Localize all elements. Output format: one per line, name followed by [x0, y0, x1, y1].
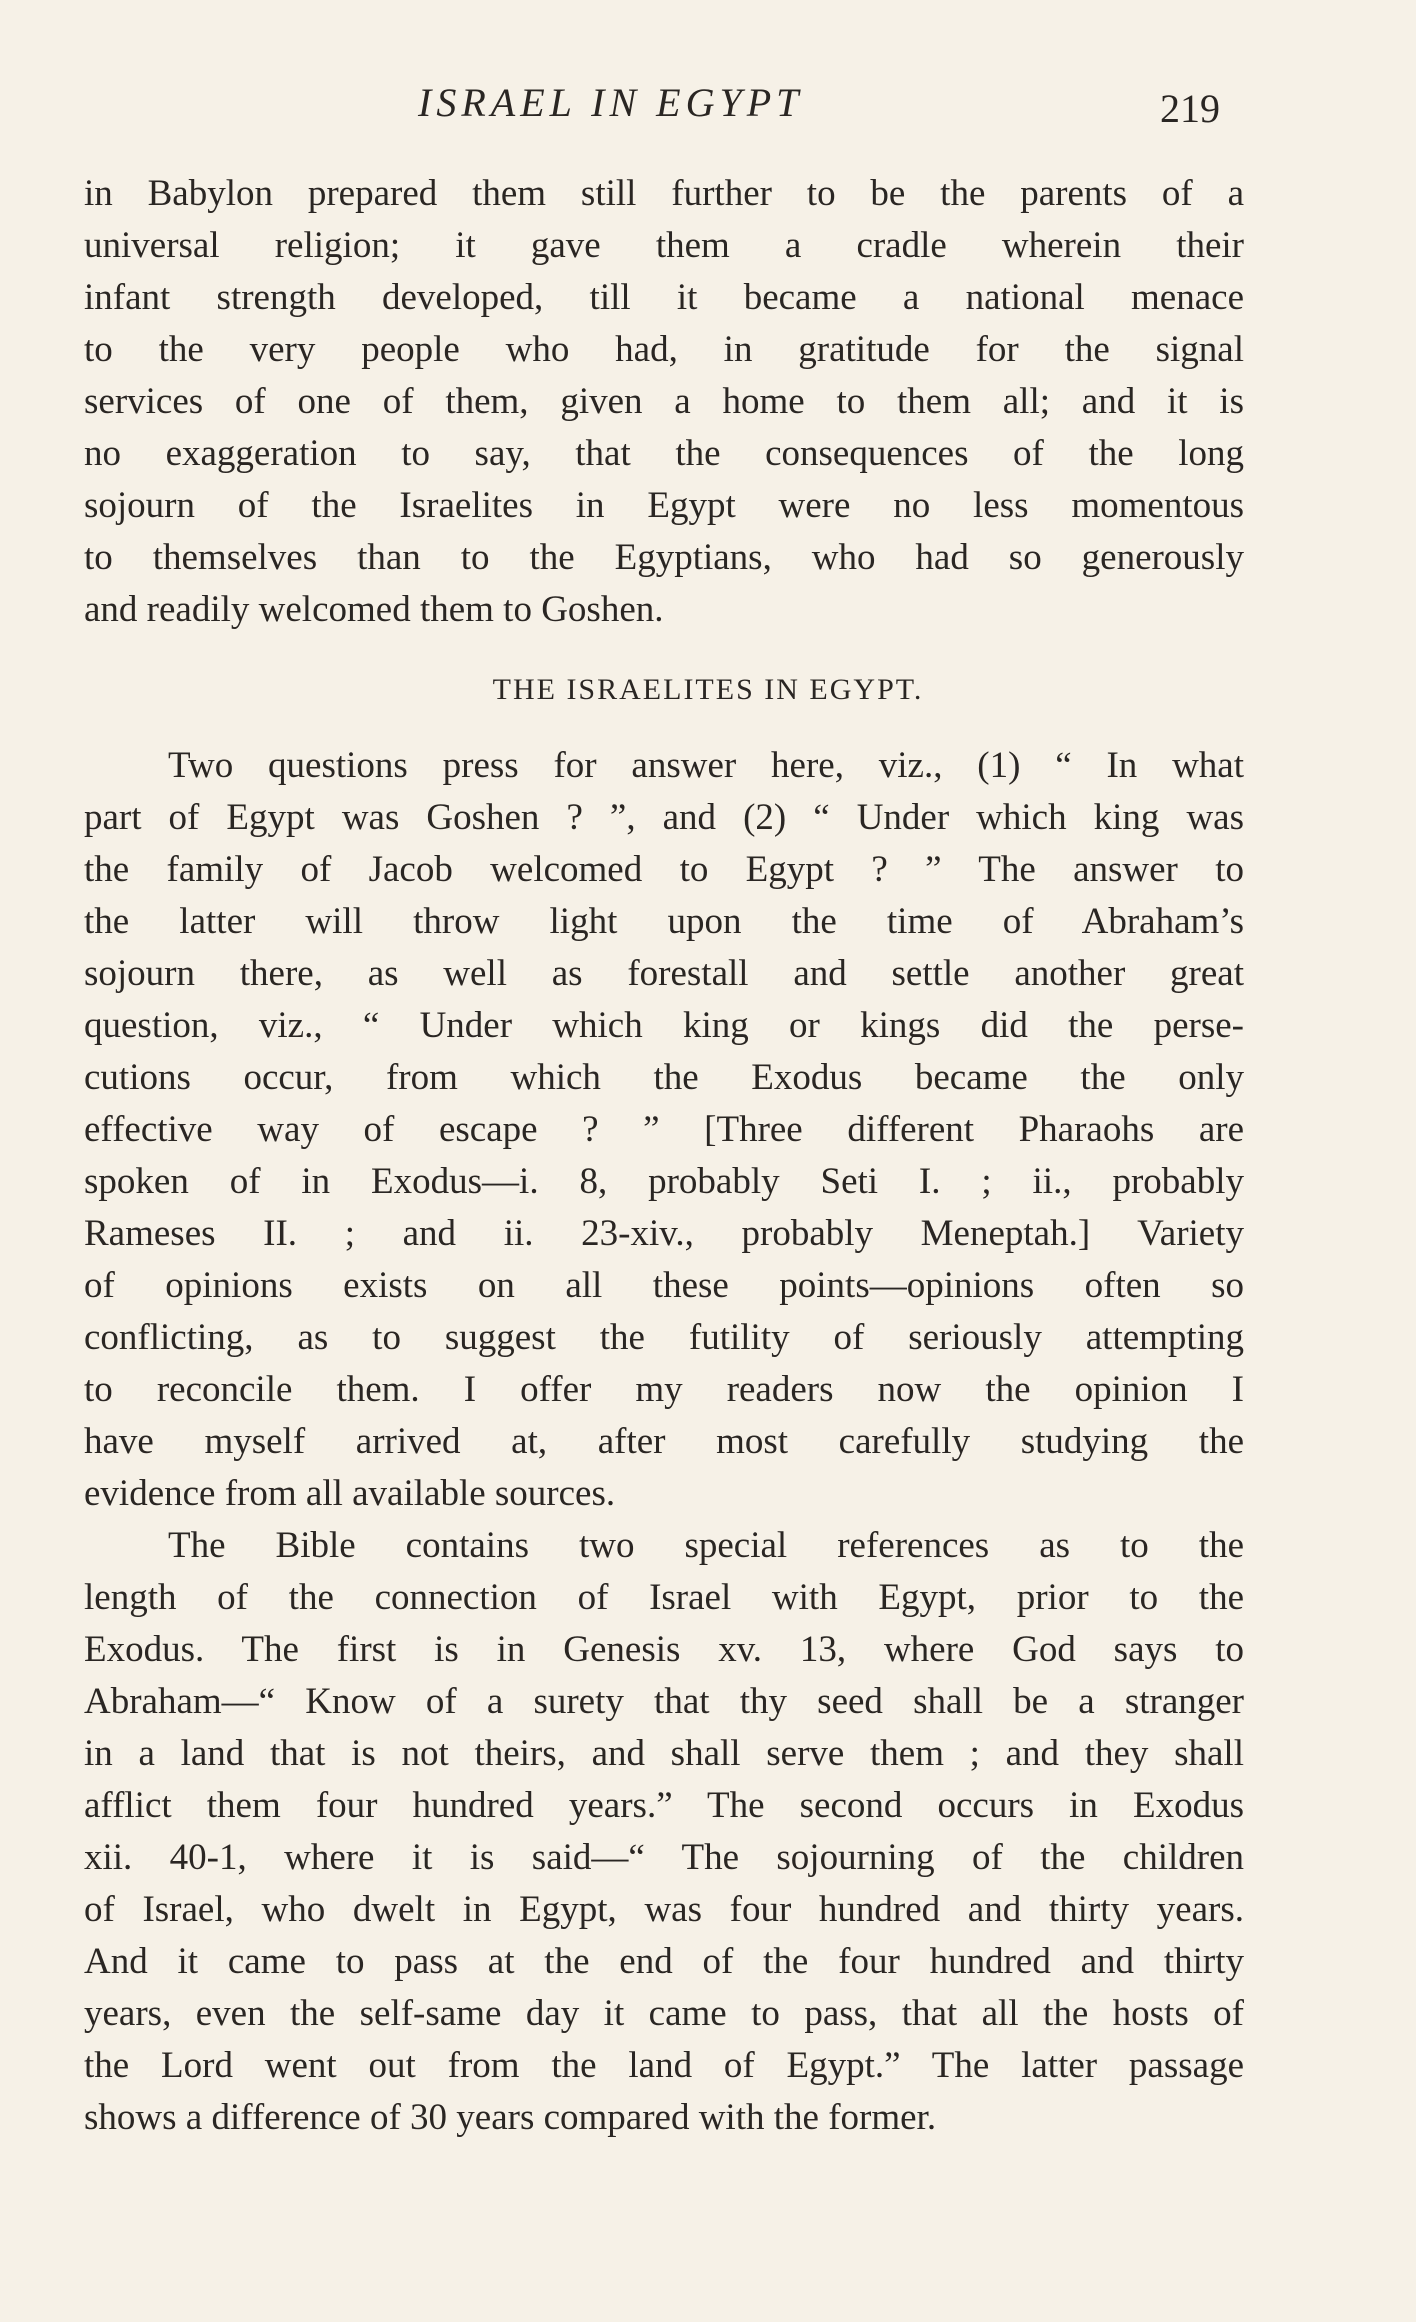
text-line: question, viz., “ Under which king or kings did the perse-	[84, 1005, 1244, 1046]
text-line: xii. 40-1, where it is said—“ The sojourning of the children	[84, 1837, 1244, 1878]
text-line: Abraham—“ Know of a surety that thy seed shall be a stranger	[84, 1681, 1244, 1722]
text-line: part of Egypt was Goshen ? ”, and (2) “ Under which king was	[84, 797, 1244, 838]
text-line: in a land that is not theirs, and shall serve them ; and they shall	[84, 1733, 1244, 1774]
text-line: of Israel, who dwelt in Egypt, was four hundred and thirty years.	[84, 1889, 1244, 1930]
text-line: the latter will throw light upon the time of Abraham’s	[84, 901, 1244, 942]
text-line: cutions occur, from which the Exodus became the only	[84, 1057, 1244, 1098]
text-line: Rameses II. ; and ii. 23-xiv., probably Meneptah.] Variety	[84, 1213, 1244, 1254]
text-line: Exodus. The first is in Genesis xv. 13, where God says to	[84, 1629, 1244, 1670]
running-head	[0, 78, 1416, 138]
paragraph-2	[84, 740, 1244, 1520]
text-line: in Babylon prepared them still further to be the parents of a	[84, 173, 1244, 214]
text-line: And it came to pass at the end of the four hundred and thirty	[84, 1941, 1244, 1982]
text-line: afflict them four hundred years.” The second occurs in Exodus	[84, 1785, 1244, 1826]
text-line: services of one of them, given a home to them all; and it is	[84, 381, 1244, 422]
text-line: sojourn of the Israelites in Egypt were no less momentous	[84, 485, 1244, 526]
text-line: universal religion; it gave them a cradle wherein their	[84, 225, 1244, 266]
text-line: spoken of in Exodus—i. 8, probably Seti I. ; ii., probably	[84, 1161, 1244, 1202]
text-line: evidence from all available sources.	[84, 1473, 616, 1514]
text-line: and readily welcomed them to Goshen.	[84, 589, 664, 630]
text-line: have myself arrived at, after most carefully studying the	[84, 1421, 1244, 1462]
text-line: of opinions exists on all these points—opinions often so	[84, 1265, 1244, 1306]
text-line: The Bible contains two special references as to the	[168, 1525, 1244, 1566]
text-line: to reconcile them. I offer my readers now the opinion I	[84, 1369, 1244, 1410]
paragraph-1	[84, 168, 1244, 636]
page-number: 219	[1160, 86, 1220, 131]
text-line: conflicting, as to suggest the futility of seriously attempting	[84, 1317, 1244, 1358]
paragraph-3	[84, 1520, 1244, 2144]
text-line: length of the connection of Israel with Egypt, prior to the	[84, 1577, 1244, 1618]
text-line: to themselves than to the Egyptians, who had so generously	[84, 537, 1244, 578]
text-line: shows a difference of 30 years compared with the former.	[84, 2097, 937, 2138]
text-line: the family of Jacob welcomed to Egypt ? ” The answer to	[84, 849, 1244, 890]
text-line: sojourn there, as well as forestall and settle another great	[84, 953, 1244, 994]
text-line: years, even the self-same day it came to pass, that all the hosts of	[84, 1993, 1244, 2034]
text-line: no exaggeration to say, that the consequences of the long	[84, 433, 1244, 474]
text-line: Two questions press for answer here, viz., (1) “ In what	[168, 745, 1244, 786]
section-heading: THE ISRAELITES IN EGYPT.	[492, 673, 924, 706]
running-title: ISRAEL IN EGYPT	[418, 80, 804, 125]
text-line: to the very people who had, in gratitude for the signal	[84, 329, 1244, 370]
text-line: the Lord went out from the land of Egypt.” The latter passage	[84, 2045, 1244, 2086]
text-line: infant strength developed, till it became a national menace	[84, 277, 1244, 318]
text-line: effective way of escape ? ” [Three different Pharaohs are	[84, 1109, 1244, 1150]
